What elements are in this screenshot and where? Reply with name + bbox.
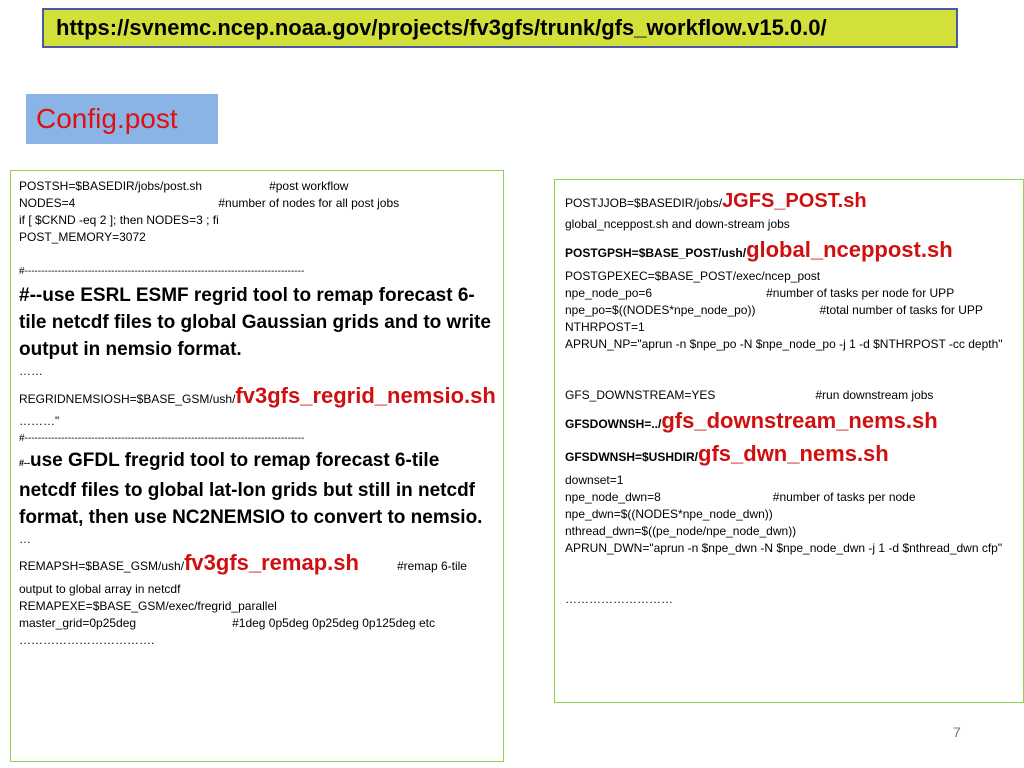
postgpsh-script-name: global_nceppost.sh [746,237,953,262]
npe-node-po-line [565,285,1013,302]
remap-line [19,548,495,581]
postjob-script-name: JGFS_POST.sh [722,190,867,212]
nthread-dwn-line: nthread_dwn=$((pe_node/npe_node_dwn)) [565,524,797,538]
separator-line: #------------------------------------------------------------------------------------ [19,266,305,277]
master-grid-line [19,615,495,632]
gfsdownsh-line [565,406,1013,439]
postgpsh-prefix: POSTGPSH=$BASE_POST/ush/ [565,246,747,260]
ckdn-line: if [ $CKND -eq 2 ]; then NODES=3 ; fi [19,213,219,227]
npe-node-dwn-line [565,489,1013,506]
gfdl-description [19,447,495,531]
postgpsh-line [565,235,1013,268]
npe-po-comment: #total number of tasks for UPP [819,303,983,317]
regrid-script-name: fv3gfs_regrid_nemsio.sh [235,383,496,408]
remapexe-line: REMAPEXE=$BASE_GSM/exec/fregrid_parallel [19,599,277,613]
npe-node-po-value: npe_node_po=6 [565,286,653,300]
downset-line: downset=1 [565,473,624,487]
master-grid-comment: #1deg 0p5deg 0p25deg 0p125deg etc [232,616,435,630]
postjob-prefix: POSTJJOB=$BASEDIR/jobs/ [565,196,723,210]
gfsdwnsh-line [565,439,1013,472]
ellipsis: ……………………… [565,592,673,606]
page-number: 7 [953,724,961,740]
postsh-comment: #post workflow [269,179,349,193]
postsh-line [19,178,495,195]
right-config-panel [554,179,1024,703]
ellipsis: …… [19,364,43,378]
npe-po-value: npe_po=$((NODES*npe_node_po)) [565,303,756,317]
npe-po-line [565,302,1013,319]
npe-dwn-line: npe_dwn=$((NODES*npe_node_dwn)) [565,507,773,521]
url-banner [42,8,958,48]
remap-comment-cont: output to global array in netcdf [19,582,181,596]
postjob-line [565,188,1013,216]
post-memory-line: POST_MEMORY=3072 [19,230,146,244]
nodes-value: NODES=4 [19,196,76,210]
gfs-downstream-line [565,387,1013,404]
remap-prefix: REMAPSH=$BASE_GSM/ush/ [19,559,185,573]
regrid-line [19,382,495,413]
gfdl-text: use GFDL fregrid tool to remap forecast 6-tile netcdf files to global lat-lon grids but still in netcdf format, then use NC2NEMSIO to convert to nemsio. [19,450,483,528]
nthrpost-line: NTHRPOST=1 [565,320,645,334]
gfsdownsh-prefix: GFSDOWNSH=../ [565,417,662,431]
npe-node-dwn-value: npe_node_dwn=8 [565,490,661,504]
ellipsis: ……………………………. [19,633,155,647]
aprun-dwn-line: APRUN_DWN="aprun -n $npe_dwn -N $npe_node_dwn -j 1 -d $nthread_dwn cfp" [565,541,1003,555]
gfsdwnsh-script-name: gfs_dwn_nems.sh [698,441,889,466]
esrl-description: #--use ESRL ESMF regrid tool to remap forecast 6-tile netcdf files to global Gaussian grids and to write output in nemsio format. [19,285,491,360]
ellipsis-quote: ………" [19,414,60,428]
nodes-line [19,195,495,212]
postgpexec-line: POSTGPEXEC=$BASE_POST/exec/ncep_post [565,269,821,283]
gfs-downstream-comment: #run downstream jobs [815,388,934,402]
url-text: https://svnemc.ncep.noaa.gov/projects/fv3gfs/trunk/gfs_workflow.v15.0.0/ [56,15,827,40]
npe-node-po-comment: #number of tasks per node for UPP [766,286,955,300]
postsh-value: POSTSH=$BASEDIR/jobs/post.sh [19,179,203,193]
remap-script-name: fv3gfs_remap.sh [184,550,359,575]
slide-title-text: Config.post [36,103,178,134]
left-config-panel [10,170,504,762]
gfsdwnsh-prefix: GFSDWNSH=$USHDIR/ [565,450,699,464]
gfsdownsh-script-name: gfs_downstream_nems.sh [661,408,938,433]
nceppost-desc: global_nceppost.sh and down-stream jobs [565,217,790,231]
separator-line: #------------------------------------------------------------------------------------ [19,433,305,444]
npe-node-dwn-comment: #number of tasks per node [772,490,916,504]
gfdl-prefix: #-- [19,458,30,468]
regrid-prefix: REGRIDNEMSIOSH=$BASE_GSM/ush/ [19,392,236,406]
ellipsis: … [19,532,31,546]
remap-comment: #remap 6-tile [396,559,467,573]
slide-title [26,94,218,144]
aprun-np-line: APRUN_NP="aprun -n $npe_po -N $npe_node_po -j 1 -d $NTHRPOST -cc depth" [565,337,1003,351]
master-grid-value: master_grid=0p25deg [19,616,137,630]
gfs-downstream-value: GFS_DOWNSTREAM=YES [565,388,716,402]
nodes-comment: #number of nodes for all post jobs [218,196,400,210]
